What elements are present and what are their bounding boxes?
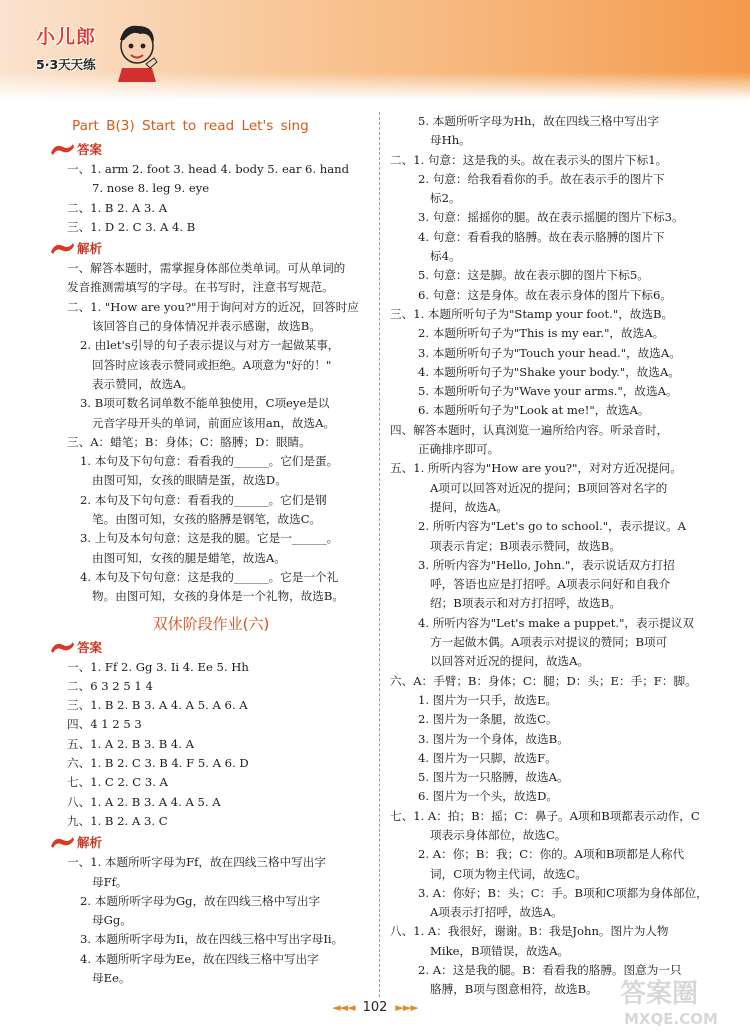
analysis-line: 发音推测需填写的字母。在书写时，注意书写规范。 [67, 280, 334, 295]
answer-line: 7. nose 8. leg 9. eye [92, 181, 210, 196]
analysis-tag-label: 解析 [77, 835, 103, 851]
analysis-line: 由图可知，女孩的眼睛是蛋，故选D。 [92, 473, 287, 488]
analysis-line: 由图可知，女孩的腿是蜡笔，故选A。 [92, 550, 286, 565]
analysis-line: 项表示身体部位，故选C。 [430, 827, 567, 842]
analysis-line: 2. 本题所听字母为Gg，故在四线三格中写出字 [80, 893, 321, 908]
analysis-line: 一、解答本题时，需掌握身体部位类单词。可从单词的 [67, 261, 346, 276]
analysis-line: 以回答对近况的提问，故选A。 [430, 654, 590, 669]
analysis-line: 4. 所听内容为"Let's make a puppet."，表示提议双 [418, 615, 694, 630]
answer-line: 五、1. A 2. B 3. B 4. A [67, 736, 195, 751]
analysis-line: 6. 图片为一个头，故选D。 [418, 789, 558, 804]
analysis-line: 母Gg。 [92, 913, 132, 928]
logo-sub-text: 5·3天天练 [36, 57, 96, 72]
analysis-line: 3. 上句及本句句意：这是我的腿。它是一______。 [80, 531, 339, 546]
analysis-tag-label: 解析 [77, 241, 103, 257]
boy-mascot-icon [112, 18, 162, 82]
analysis-line: 2. 本题所听句子为"This is my ear."，故选A。 [418, 326, 665, 341]
analysis-line: 二、1. "How are you?"用于询问对方的近况，回答时应 [67, 299, 359, 314]
analysis-line: 回答时应该表示赞同或拒绝。A项意为"好的！" [92, 357, 332, 372]
answer-line: 三、1. D 2. C 3. A 4. B [67, 219, 196, 234]
left-arrows-icon: ◄◄◄ [332, 1001, 355, 1014]
answer-tag [49, 638, 102, 656]
analysis-line: 3. B项可数名词单数不能单独使用，C项eye是以 [80, 396, 330, 411]
analysis-tag [49, 833, 102, 851]
analysis-line: 五、1. 所听内容为"How are you?"，对对方近况提问。 [390, 461, 682, 476]
watermark-url: MXQE.COM [624, 1010, 718, 1028]
analysis-line: 5. 本题所听句子为"Wave your arms."，故选A。 [418, 384, 678, 399]
analysis-line: 物。由图可知，女孩的身体是一个礼物，故选B。 [92, 589, 344, 604]
part-title: Part B(3) Start to read Let's sing [72, 118, 309, 134]
analysis-line: 母Ee。 [92, 970, 131, 985]
analysis-line: 3. A：你好；B：头；C：手。B项和C项都为身体部位， [418, 885, 708, 900]
answer-line: 三、1. B 2. B 3. A 4. A 5. A 6. A [67, 698, 248, 713]
analysis-line: 项表示肯定；B项表示赞同，故选B。 [430, 538, 621, 553]
answer-line: 一、1. Ff 2. Gg 3. Ii 4. Ee 5. Hh [67, 659, 249, 674]
analysis-line: 2. 本句及下句句意：看看我的______。它们是钢 [80, 492, 327, 507]
analysis-line: 4. 本题所听字母为Ee，故在四线三格中写出字 [80, 951, 319, 966]
analysis-line: 5. 图片为一只胳膊，故选A。 [418, 770, 569, 785]
right-column [390, 112, 715, 1000]
analysis-tag [49, 239, 102, 257]
answer-line: 七、1. C 2. C 3. A [67, 775, 168, 790]
watermark-logo [614, 968, 732, 1032]
analysis-line: Mike，B项错误，故选A。 [430, 943, 570, 958]
analysis-line: 3. 句意：摇摇你的腿。故在表示摇腿的图片下标3。 [418, 210, 684, 225]
analysis-line: 标4。 [430, 249, 461, 264]
answer-line: 四、4 1 2 5 3 [67, 717, 142, 732]
analysis-line: 4. 本句及下句句意：这是我的______。它是一个礼 [80, 569, 339, 584]
analysis-line: 5. 本题所听字母为Hh，故在四线三格中写出字 [418, 114, 660, 128]
answer-tag [49, 140, 102, 158]
brush-stroke-icon [49, 834, 75, 850]
analysis-line: 方一起做木偶。A项表示对提议的赞同；B项可 [430, 635, 668, 650]
answer-tag-label: 答案 [77, 639, 103, 655]
analysis-line: 1. 本句及下句句意：看看我的______。它们是蛋。 [80, 454, 339, 469]
analysis-line: 一、1. 本题所听字母为Ff，故在四线三格中写出字 [67, 855, 326, 870]
answer-line: 一、1. arm 2. foot 3. head 4. body 5. ear 6. hand [67, 162, 350, 176]
analysis-line: 3. 图片为一个身体，故选B。 [418, 731, 569, 746]
analysis-line: 6. 本题所听句子为"Look at me!"，故选A。 [418, 403, 650, 418]
analysis-line: 6. 句意：这是身体。故在表示身体的图片下标6。 [418, 287, 672, 302]
analysis-line: 2. 由let's引导的句子表示提议与对方一起做某事， [80, 338, 340, 353]
analysis-line: 胳膊，B项与图意相符，故选B。 [430, 982, 598, 997]
analysis-line: 三、A：蜡笔；B：身体；C：胳膊；D：眼睛。 [67, 434, 311, 449]
page-number: 102 [362, 1000, 388, 1015]
watermark-text: 答案圈 [620, 979, 699, 1009]
analysis-line: 2. 句意：给我看看你的手。故在表示手的图片下 [418, 171, 665, 186]
column-divider [379, 112, 380, 997]
analysis-line: 正确排序即可。 [418, 442, 500, 457]
analysis-line: 二、1. 句意：这是我的头。故在表示头的图片下标1。 [390, 152, 668, 167]
logo-main-text: 小儿郎 [36, 26, 97, 48]
answer-line: 九、1. B 2. A 3. C [67, 813, 168, 828]
answer-line: 二、6 3 2 5 1 4 [67, 678, 153, 693]
analysis-line: 母Ff。 [92, 874, 128, 889]
analysis-line: 八、1. A：我很好，谢谢。B：我是John。图片为人物 [390, 924, 669, 939]
analysis-line: A项可以回答对近况的提问；B项回答对名字的 [430, 480, 668, 495]
answer-line: 二、1. B 2. A 3. A [67, 200, 168, 215]
answer-line: 六、1. B 2. C 3. B 4. F 5. A 6. D [67, 756, 249, 771]
analysis-line: 六、A：手臂；B：身体；C：腿；D：头；E：手；F：脚。 [390, 673, 697, 688]
analysis-line: 该回答自己的身体情况并表示感谢，故选B。 [92, 319, 321, 334]
right-arrows-icon: ►►► [395, 1001, 418, 1014]
analysis-line: 2. 图片为一条腿，故选C。 [418, 712, 558, 727]
left-column [52, 112, 370, 988]
analysis-line: 1. 图片为一只手，故选E。 [418, 692, 558, 707]
analysis-line: 词，C项为物主代词，故选C。 [430, 866, 587, 881]
brush-stroke-icon [49, 141, 75, 157]
analysis-line: 提问，故选A。 [430, 499, 508, 514]
analysis-line: 四、解答本题时，认真浏览一遍所给内容。听录音时， [390, 422, 669, 437]
analysis-line: 4. 图片为一只脚，故选F。 [418, 750, 557, 765]
brush-stroke-icon [49, 639, 75, 655]
analysis-line: 母Hh。 [430, 133, 471, 148]
analysis-line: 笔。由图可知，女孩的胳膊是钢笔，故选C。 [92, 512, 322, 527]
analysis-line: 元音字母开头的单词，前面应该用an，故选A。 [92, 415, 336, 430]
analysis-line: 3. 本题所听句子为"Touch your head."，故选A。 [418, 345, 681, 360]
analysis-line: 标2。 [430, 191, 461, 206]
section-title: 双休阶段作业(六) [152, 614, 270, 633]
analysis-line: 七、1. A：拍；B：摇；C：鼻子。A项和B项都表示动作，C [390, 808, 700, 823]
analysis-line: 4. 句意：看看我的胳膊。故在表示胳膊的图片下 [418, 229, 665, 244]
brush-stroke-icon [49, 240, 75, 256]
analysis-line: 2. A：这是我的腿。B：看看我的胳膊。图意为一只 [418, 963, 682, 978]
analysis-line: 表示赞同，故选A。 [92, 376, 194, 391]
analysis-line: A项表示打招呼，故选A。 [430, 905, 563, 920]
analysis-line: 三、1. 本题所听句子为"Stamp your foot."，故选B。 [390, 306, 674, 321]
answer-line: 八、1. A 2. B 3. A 4. A 5. A [67, 794, 221, 809]
analysis-line: 绍；B项表示和对方打招呼，故选B。 [430, 596, 621, 611]
analysis-line: 2. A：你；B：我；C：你的。A项和B项都是人称代 [418, 847, 685, 862]
analysis-line: 3. 本题所听字母为Ii，故在四线三格中写出字母Ii。 [80, 932, 344, 947]
analysis-line: 3. 所听内容为"Hello, John."，表示说话双方打招 [418, 557, 675, 572]
analysis-line: 2. 所听内容为"Let's go to school."，表示提议。A [418, 519, 687, 534]
answer-tag-label: 答案 [77, 142, 103, 157]
analysis-line: 5. 句意：这是脚。故在表示脚的图片下标5。 [418, 268, 649, 283]
analysis-line: 4. 本题所听句子为"Shake your body."，故选A。 [418, 364, 680, 379]
analysis-line: 呼，答语也应是打招呼。A项表示问好和自我介 [430, 577, 671, 592]
